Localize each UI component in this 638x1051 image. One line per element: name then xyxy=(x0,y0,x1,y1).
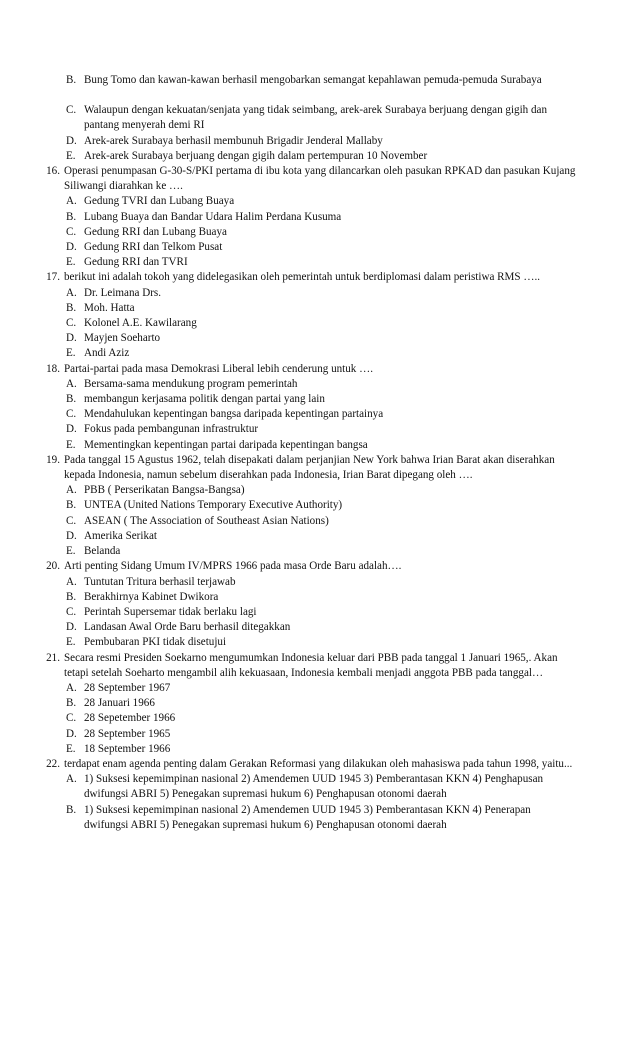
option-text: Landasan Awal Orde Baru berhasil ditegakkan xyxy=(84,621,291,634)
answer-option xyxy=(0,483,638,498)
option-text: Gedung RRI dan Telkom Pusat xyxy=(84,241,223,254)
answer-option xyxy=(0,103,638,133)
option-letter: C. xyxy=(66,712,77,725)
option-text: Arek-arek Surabaya berjuang dengan gigih dalam pertempuran 10 November xyxy=(84,149,428,162)
option-letter: B. xyxy=(66,393,77,406)
option-letter: E. xyxy=(66,149,76,162)
question-item xyxy=(0,651,638,757)
answer-option xyxy=(0,346,638,361)
option-letter: C. xyxy=(66,104,77,117)
option-letter: B. xyxy=(66,499,77,512)
question-stem xyxy=(0,270,638,285)
option-text: Tuntutan Tritura berhasil terjawab xyxy=(84,575,236,588)
question-item xyxy=(0,164,638,270)
question-text: berikut ini adalah tokoh yang didelegasikan oleh pemerintah untuk berdiplomasi dalam peristiwa RMS ….. xyxy=(64,271,541,284)
question-stem xyxy=(0,453,638,483)
answer-option xyxy=(0,498,638,513)
option-letter: A. xyxy=(66,195,77,208)
answer-option xyxy=(0,377,638,392)
option-letter: E. xyxy=(66,438,76,451)
option-letter: B. xyxy=(66,590,77,603)
option-text: Mementingkan kepentingan partai daripada kepentingan bangsa xyxy=(84,438,368,451)
question-text: Arti penting Sidang Umum IV/MPRS 1966 pada masa Orde Baru adalah…. xyxy=(64,560,402,573)
answer-option xyxy=(0,590,638,605)
option-text: 28 Januari 1966 xyxy=(84,697,155,710)
answer-option xyxy=(0,407,638,422)
option-text: 28 Sepetember 1966 xyxy=(84,712,176,725)
answer-option xyxy=(0,803,638,833)
question-number: 21. xyxy=(46,651,60,664)
answer-option xyxy=(0,529,638,544)
option-letter: E. xyxy=(66,347,76,360)
option-letter: B. xyxy=(66,697,77,710)
option-letter: A. xyxy=(66,286,77,299)
option-letter: D. xyxy=(66,727,77,740)
option-text: Kolonel A.E. Kawilarang xyxy=(84,317,197,330)
answer-option xyxy=(0,392,638,407)
answer-option xyxy=(0,605,638,620)
answer-option xyxy=(0,742,638,757)
option-text: Mayjen Soeharto xyxy=(84,332,161,345)
answer-option xyxy=(0,194,638,209)
option-text: membangun kerjasama politik dengan partai yang lain xyxy=(84,393,325,406)
option-text: Gedung TVRI dan Lubang Buaya xyxy=(84,195,235,208)
option-text: 1) Suksesi kepemimpinan nasional 2) Amendemen UUD 1945 3) Pemberantasan KKN 4) Penghapusan dwifungsi ABRI 5) Penegakan supremasi hukum 6) Penghapusan otonomi daerah xyxy=(84,773,544,801)
option-text: Walaupun dengan kekuatan/senjata yang tidak seimbang, arek-arek Surabaya berjuang dengan gigih dan pantang menyerah demi RI xyxy=(84,104,548,132)
question-stem xyxy=(0,559,638,574)
answer-option xyxy=(0,727,638,742)
question-number: 17. xyxy=(46,271,60,284)
option-letter: D. xyxy=(66,134,77,147)
answer-option xyxy=(0,255,638,270)
question-number: 22. xyxy=(46,757,60,770)
answer-option xyxy=(0,301,638,316)
question-text: Secara resmi Presiden Soekarno mengumumkan Indonesia keluar dari PBB pada tanggal 1 Januari 1965,. Akan tetapi setelah Soeharto mengambil alih kekuasaan, Indonesia kembali menjadi anggota PBB pada tanggal… xyxy=(64,651,558,679)
question-stem xyxy=(0,757,638,772)
question-stem xyxy=(0,164,638,194)
question-text: Operasi penumpasan G-30-S/PKI pertama di ibu kota yang dilancarkan oleh pasukan RPKAD dan pasukan Kujang Siliwangi diarahkan ke …. xyxy=(64,165,576,193)
option-letter: A. xyxy=(66,575,77,588)
option-text: Dr. Leimana Drs. xyxy=(84,286,162,299)
option-text: Bersama-sama mendukung program pemerintah xyxy=(84,377,298,390)
answer-option xyxy=(0,544,638,559)
option-letter: A. xyxy=(66,773,77,786)
option-letter: B. xyxy=(66,74,77,86)
answer-option xyxy=(0,73,638,88)
option-text: Amerika Serikat xyxy=(84,529,158,542)
question-text: Pada tanggal 15 Agustus 1962, telah disepakati dalam perjanjian New York bahwa Irian Barat akan diserahkan kepada Indonesia, namun sebelum diserahkan pada Indonesia, Irian Barat dipegang oleh …. xyxy=(64,453,555,482)
option-letter: C. xyxy=(66,605,77,618)
option-text: Lubang Buaya dan Bandar Udara Halim Perdana Kusuma xyxy=(84,210,342,223)
spacer xyxy=(0,88,638,103)
option-letter: C. xyxy=(66,317,77,330)
option-text: 28 September 1965 xyxy=(84,727,171,740)
option-text: 18 September 1966 xyxy=(84,742,171,755)
answer-option xyxy=(0,681,638,696)
option-text: Gedung RRI dan TVRI xyxy=(84,256,188,269)
option-text: Andi Aziz xyxy=(84,347,130,360)
answer-option xyxy=(0,635,638,650)
option-letter: E. xyxy=(66,256,76,269)
option-text: Moh. Hatta xyxy=(84,301,135,314)
option-text: Belanda xyxy=(84,545,121,558)
option-letter: C. xyxy=(66,408,77,421)
question-number: 19. xyxy=(46,453,60,466)
answer-option xyxy=(0,772,638,802)
answer-option xyxy=(0,134,638,149)
option-text: Fokus pada pembangunan infrastruktur xyxy=(84,423,259,436)
option-letter: A. xyxy=(66,377,77,390)
option-letter: D. xyxy=(66,423,77,436)
option-letter: B. xyxy=(66,210,77,223)
option-text: ASEAN ( The Association of Southeast Asian Nations) xyxy=(84,514,329,527)
option-text: Mendahulukan kepentingan bangsa daripada kepentingan partainya xyxy=(84,408,384,421)
option-letter: C. xyxy=(66,225,77,238)
option-letter: D. xyxy=(66,332,77,345)
answer-option xyxy=(0,438,638,453)
question-item xyxy=(0,270,638,361)
option-text: UNTEA (United Nations Temporary Executive Authority) xyxy=(84,499,343,512)
option-letter: B. xyxy=(66,301,77,314)
option-text: 28 September 1967 xyxy=(84,681,171,694)
option-text: Gedung RRI dan Lubang Buaya xyxy=(84,225,227,238)
option-text: Pembubaran PKI tidak disetujui xyxy=(84,636,227,649)
question-stem xyxy=(0,651,638,681)
option-text: 1) Suksesi kepemimpinan nasional 2) Amendemen UUD 1945 3) Pemberantasan KKN 4) Penerapan dwifungsi ABRI 5) Penegakan supremasi hukum 6) Penghapusan otonomi daerah xyxy=(84,803,531,831)
question-text: Partai-partai pada masa Demokrasi Liberal lebih cenderung untuk …. xyxy=(64,362,373,375)
option-text: Arek-arek Surabaya berhasil membunuh Brigadir Jenderal Mallaby xyxy=(84,134,383,147)
option-letter: C. xyxy=(66,514,77,527)
option-text: Perintah Supersemar tidak berlaku lagi xyxy=(84,605,257,618)
answer-option xyxy=(0,575,638,590)
option-text: Berakhirnya Kabinet Dwikora xyxy=(84,590,219,603)
answer-option xyxy=(0,210,638,225)
answer-option xyxy=(0,696,638,711)
option-letter: A. xyxy=(66,484,77,497)
option-letter: E. xyxy=(66,742,76,755)
option-letter: D. xyxy=(66,529,77,542)
question-stem xyxy=(0,362,638,377)
answer-option xyxy=(0,422,638,437)
answer-option xyxy=(0,514,638,529)
option-letter: D. xyxy=(66,621,77,634)
option-text: Bung Tomo dan kawan-kawan berhasil mengobarkan semangat kepahlawan pemuda-pemuda Surabaya xyxy=(84,74,542,86)
question-item xyxy=(0,453,638,559)
question-text: terdapat enam agenda penting dalam Gerakan Reformasi yang dilakukan oleh mahasiswa pada tahun 1998, yaitu... xyxy=(64,757,573,770)
option-letter: E. xyxy=(66,636,76,649)
answer-option xyxy=(0,286,638,301)
answer-option xyxy=(0,620,638,635)
question-number: 18. xyxy=(46,362,60,375)
answer-option xyxy=(0,711,638,726)
option-letter: E. xyxy=(66,545,76,558)
option-letter: B. xyxy=(66,803,77,816)
answer-option xyxy=(0,316,638,331)
question-item xyxy=(0,757,638,833)
answer-option xyxy=(0,149,638,164)
option-letter: A. xyxy=(66,681,77,694)
question-number: 20. xyxy=(46,560,60,573)
previous-question-options xyxy=(0,73,638,164)
answer-option xyxy=(0,240,638,255)
question-item xyxy=(0,559,638,650)
answer-option xyxy=(0,331,638,346)
option-text: PBB ( Perserikatan Bangsa-Bangsa) xyxy=(84,484,245,497)
question-list xyxy=(0,164,638,833)
answer-option xyxy=(0,225,638,240)
question-number: 16. xyxy=(46,165,60,178)
question-item xyxy=(0,362,638,453)
option-letter: D. xyxy=(66,241,77,254)
